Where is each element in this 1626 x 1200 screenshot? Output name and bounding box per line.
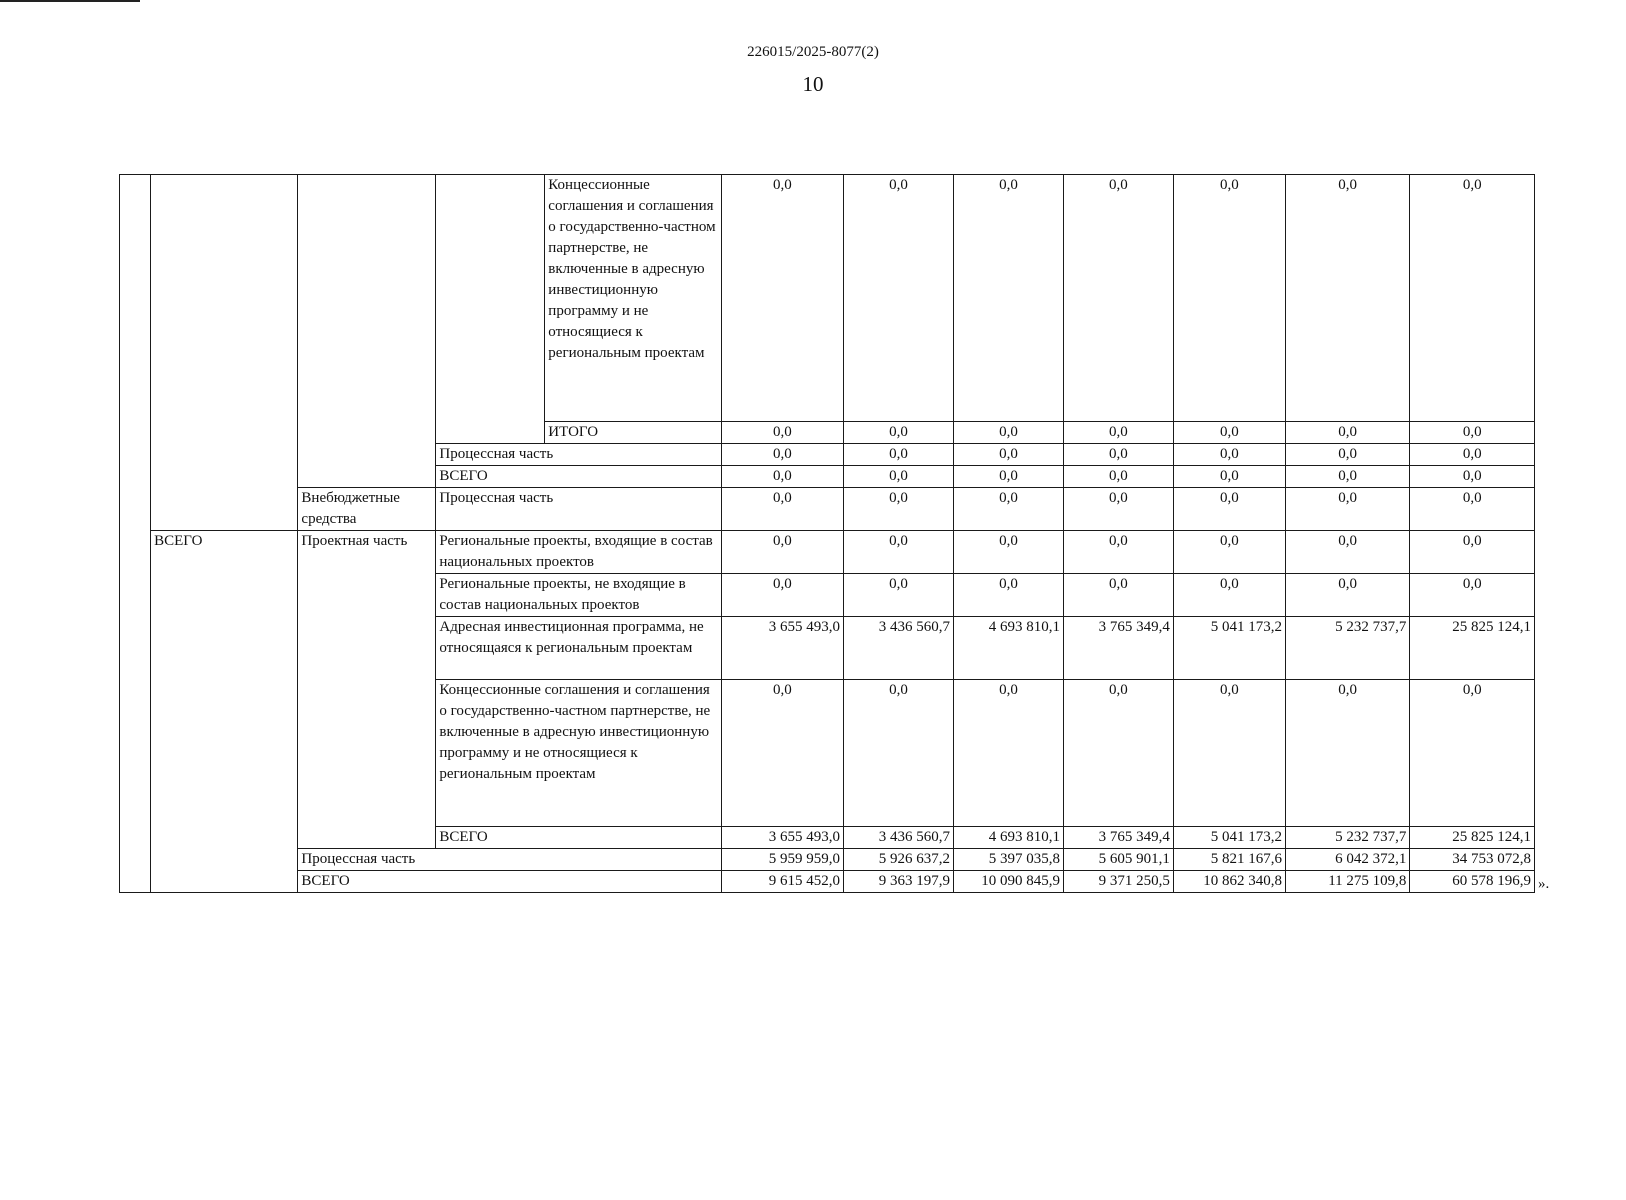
value-cell: 0,0 — [1285, 466, 1409, 488]
value-cell: 0,0 — [1063, 175, 1173, 422]
value-cell: 5 041 173,2 — [1173, 827, 1285, 849]
value-cell: 0,0 — [1173, 466, 1285, 488]
value-cell: 5 605 901,1 — [1063, 849, 1173, 871]
value-cell: 0,0 — [844, 531, 954, 574]
value-cell: 5 232 737,7 — [1285, 827, 1409, 849]
value-cell: 5 926 637,2 — [844, 849, 954, 871]
budget-table — [119, 174, 1535, 893]
row-label-concession-long: Концессионные соглашения и соглашения о государственно-частном партнерстве, не включенные в адресную инвестиционную программу и не относящиеся к региональным проектам — [436, 680, 721, 827]
row-regional-in — [120, 531, 1535, 574]
empty-cell — [151, 175, 298, 531]
value-cell: 0,0 — [954, 488, 1064, 531]
value-cell: 0,0 — [1285, 444, 1409, 466]
group-label-project-part: Проектная часть — [298, 531, 436, 849]
value-cell: 0,0 — [1285, 488, 1409, 531]
value-cell: 0,0 — [1410, 444, 1535, 466]
value-cell: 6 042 372,1 — [1285, 849, 1409, 871]
value-cell: 0,0 — [954, 680, 1064, 827]
row-label-itogo: ИТОГО — [545, 422, 721, 444]
value-cell: 0,0 — [1410, 488, 1535, 531]
value-cell: 3 765 349,4 — [1063, 617, 1173, 680]
value-cell: 4 693 810,1 — [954, 617, 1064, 680]
value-cell: 0,0 — [1063, 488, 1173, 531]
value-cell: 0,0 — [721, 444, 843, 466]
value-cell: 0,0 — [844, 422, 954, 444]
value-cell: 0,0 — [954, 175, 1064, 422]
empty-cell — [298, 175, 436, 488]
value-cell: 0,0 — [1410, 680, 1535, 827]
value-cell: 10 862 340,8 — [1173, 871, 1285, 893]
value-cell: 0,0 — [1410, 175, 1535, 422]
row-label-total: ВСЕГО — [298, 871, 721, 893]
left-margin-cell — [120, 175, 151, 893]
value-cell: 0,0 — [1063, 422, 1173, 444]
value-cell: 0,0 — [1063, 444, 1173, 466]
row-label-extrabudget-process: Процессная часть — [436, 488, 721, 531]
value-cell: 0,0 — [954, 574, 1064, 617]
value-cell: 5 821 167,6 — [1173, 849, 1285, 871]
row-label-address-program: Адресная инвестиционная программа, не относящаяся к региональным проектам — [436, 617, 721, 680]
value-cell: 0,0 — [721, 466, 843, 488]
value-cell: 0,0 — [1063, 574, 1173, 617]
value-cell: 5 232 737,7 — [1285, 617, 1409, 680]
value-cell: 0,0 — [954, 444, 1064, 466]
value-cell: 3 655 493,0 — [721, 617, 843, 680]
row-label-regional-not-in: Региональные проекты, не входящие в состав национальных проектов — [436, 574, 721, 617]
value-cell: 0,0 — [1410, 574, 1535, 617]
value-cell: 0,0 — [721, 422, 843, 444]
row-label-regional-in: Региональные проекты, входящие в состав национальных проектов — [436, 531, 721, 574]
value-cell: 0,0 — [954, 466, 1064, 488]
value-cell: 9 371 250,5 — [1063, 871, 1173, 893]
row-label-process-part: Процессная часть — [436, 444, 721, 466]
value-cell: 0,0 — [1173, 488, 1285, 531]
value-cell: 3 655 493,0 — [721, 827, 843, 849]
value-cell: 25 825 124,1 — [1410, 827, 1535, 849]
value-cell: 0,0 — [1410, 466, 1535, 488]
budget-table-wrapper — [119, 174, 1535, 893]
value-cell: 60 578 196,9 — [1410, 871, 1535, 893]
value-cell: 0,0 — [1285, 531, 1409, 574]
row-concession-top — [120, 175, 1535, 422]
value-cell: 0,0 — [1063, 531, 1173, 574]
value-cell: 0,0 — [844, 444, 954, 466]
value-cell: 25 825 124,1 — [1410, 617, 1535, 680]
value-cell: 3 765 349,4 — [1063, 827, 1173, 849]
value-cell: 9 363 197,9 — [844, 871, 954, 893]
row-label-concession: Концессионные соглашения и соглашения о государственно-частном партнерстве, не включенные в адресную инвестиционную программу и не относящиеся к региональным проектам — [545, 175, 721, 422]
value-cell: 5 959 959,0 — [721, 849, 843, 871]
row-process-main — [120, 849, 1535, 871]
value-cell: 0,0 — [1410, 531, 1535, 574]
row-extrabudget — [120, 488, 1535, 531]
value-cell: 0,0 — [721, 680, 843, 827]
value-cell: 0,0 — [1173, 444, 1285, 466]
row-label-project-vsego: ВСЕГО — [436, 827, 721, 849]
value-cell: 9 615 452,0 — [721, 871, 843, 893]
value-cell: 0,0 — [844, 680, 954, 827]
document-number: 226015/2025-8077(2) — [747, 44, 879, 60]
value-cell: 0,0 — [721, 488, 843, 531]
row-label-vsego: ВСЕГО — [436, 466, 721, 488]
value-cell: 0,0 — [954, 531, 1064, 574]
value-cell: 11 275 109,8 — [1285, 871, 1409, 893]
value-cell: 0,0 — [1285, 574, 1409, 617]
value-cell: 0,0 — [1285, 680, 1409, 827]
value-cell: 3 436 560,7 — [844, 617, 954, 680]
value-cell: 0,0 — [844, 175, 954, 422]
value-cell: 0,0 — [954, 422, 1064, 444]
value-cell: 0,0 — [1285, 422, 1409, 444]
value-cell: 0,0 — [721, 574, 843, 617]
value-cell: 0,0 — [844, 488, 954, 531]
row-label-process-main: Процессная часть — [298, 849, 721, 871]
value-cell: 0,0 — [844, 466, 954, 488]
value-cell: 0,0 — [1285, 175, 1409, 422]
group-label-vsego: ВСЕГО — [151, 531, 298, 893]
value-cell: 0,0 — [844, 574, 954, 617]
value-cell: 0,0 — [1173, 680, 1285, 827]
value-cell: 3 436 560,7 — [844, 827, 954, 849]
value-cell: 0,0 — [721, 531, 843, 574]
value-cell: 10 090 845,9 — [954, 871, 1064, 893]
value-cell: 0,0 — [721, 175, 843, 422]
value-cell: 0,0 — [1173, 175, 1285, 422]
value-cell: 0,0 — [1173, 531, 1285, 574]
value-cell: 0,0 — [1173, 574, 1285, 617]
value-cell: 4 693 810,1 — [954, 827, 1064, 849]
value-cell: 5 041 173,2 — [1173, 617, 1285, 680]
page-number: 10 — [802, 72, 824, 96]
scan-edge-mark — [0, 0, 140, 2]
value-cell: 5 397 035,8 — [954, 849, 1064, 871]
empty-cell — [436, 175, 545, 444]
value-cell: 34 753 072,8 — [1410, 849, 1535, 871]
row-total — [120, 871, 1535, 893]
value-cell: 0,0 — [1063, 680, 1173, 827]
value-cell: 0,0 — [1063, 466, 1173, 488]
closing-quote: ». — [1538, 876, 1550, 892]
value-cell: 0,0 — [1173, 422, 1285, 444]
value-cell: 0,0 — [1410, 422, 1535, 444]
row-label-extrabudget: Внебюджетные средства — [298, 488, 436, 531]
